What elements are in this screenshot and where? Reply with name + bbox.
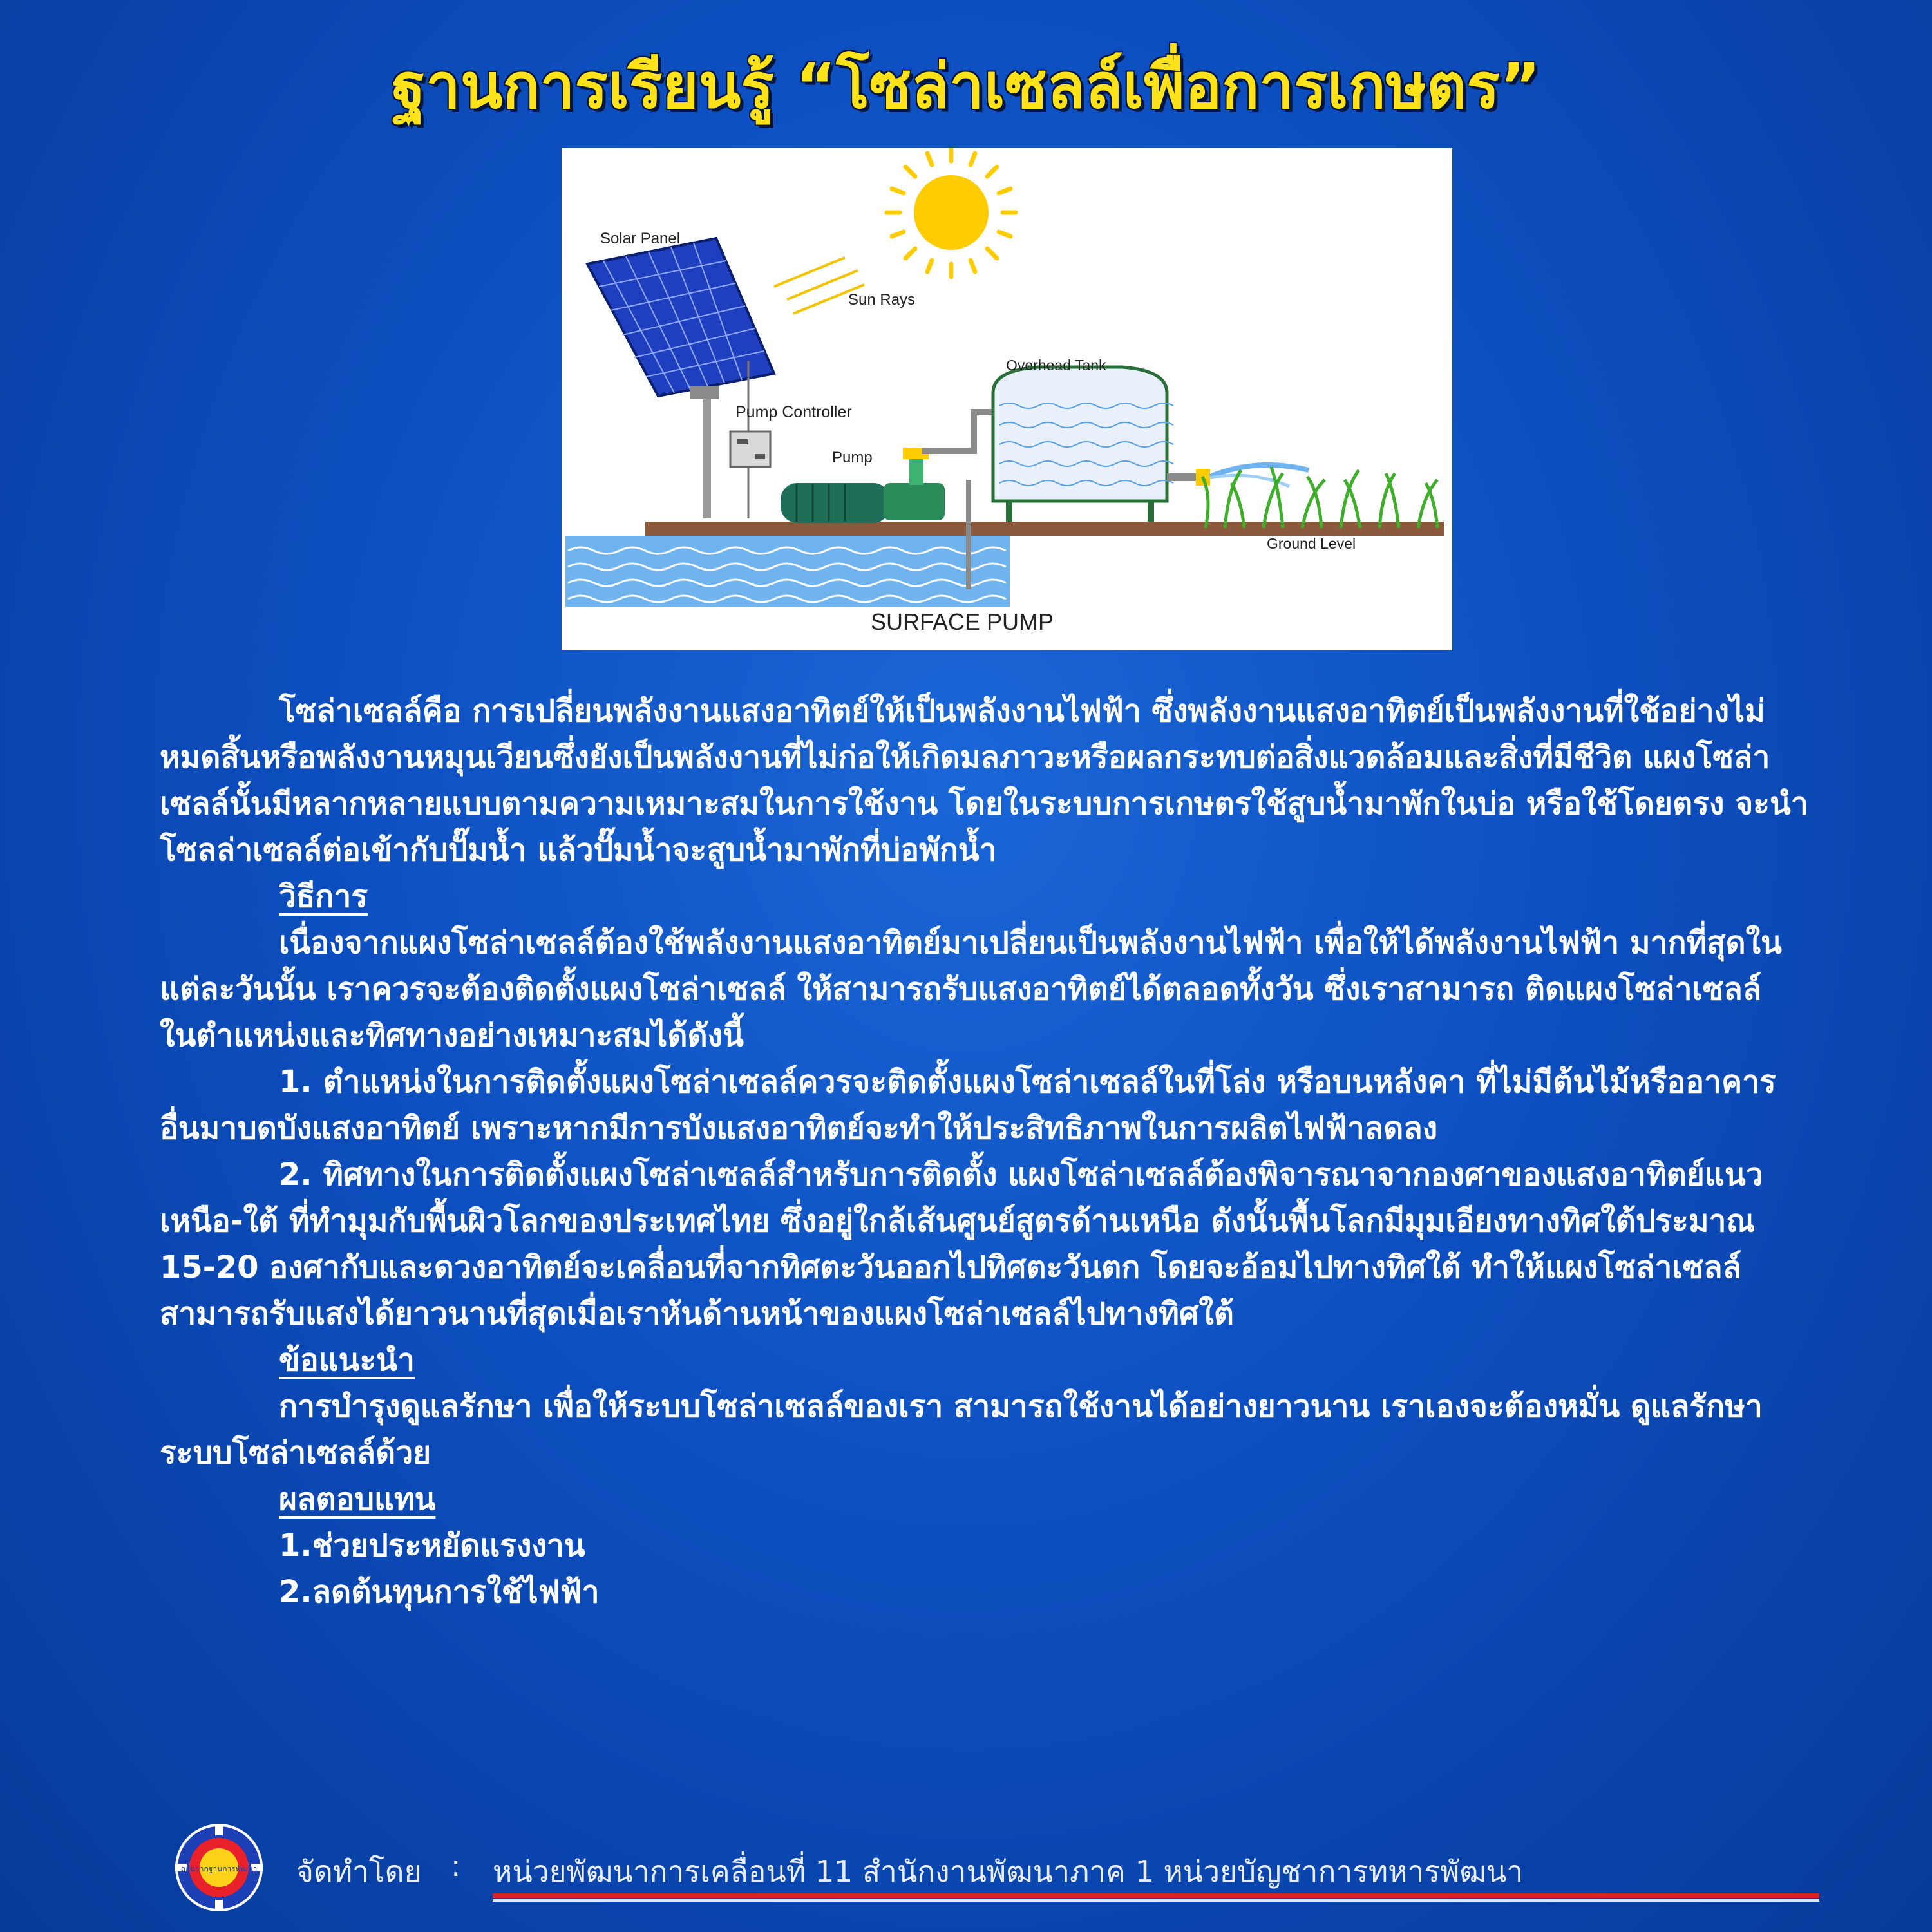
solar-panel-icon — [587, 238, 774, 518]
organization-name: หน่วยพัฒนาการเคลื่อนที่ 11 สำนักงานพัฒนาภาค 1 หน่วยบัญชาการทหารพัฒนา — [493, 1854, 1524, 1889]
benefit-item-2: 2.ลดต้นทุนการใช้ไฟฟ้า — [279, 1574, 600, 1610]
grass-icon — [1202, 465, 1437, 528]
advice-paragraph: การบำรุงดูแลรักษา เพื่อให้ระบบโซล่าเซลล์ของเรา สามารถใช้งานได้อย่างยาวนาน เราเองจะต้องหมั่น ดูแลรักษาระบบโซล่าเซลล์ด้วย — [160, 1388, 1763, 1471]
made-by-label: จัดทำโดย — [296, 1854, 422, 1889]
overhead-tank-icon — [993, 367, 1210, 522]
logo-text: ถอนรากฐานการพัฒนา — [180, 1864, 258, 1873]
label-pump-controller: Pump Controller — [735, 403, 852, 421]
surface-pump-diagram — [562, 148, 1452, 650]
pump-controller-icon — [730, 431, 770, 467]
ground-strip — [645, 522, 1444, 536]
benefit-item-1: 1.ช่วยประหยัดแรงงาน — [279, 1528, 585, 1564]
page-title: ฐานการเรียนรู้ “โซล่าเซลล์เพื่อการเกษตร” — [391, 50, 1541, 122]
unit-logo-icon — [174, 1823, 264, 1913]
benefit-heading: ผลตอบแทน — [279, 1481, 436, 1517]
label-sun-rays: Sun Rays — [848, 291, 916, 308]
diagram-caption: SURFACE PUMP — [871, 609, 1054, 635]
method-item-2: 2. ทิศทางในการติดตั้งแผงโซล่าเซลล์สำหรับการติดตั้ง แผงโซล่าเซลล์ต้องพิจารณาจากองศาของแสงอาทิตย์แนว เหนือ-ใต้ ที่ทำมุมกับพื้นผิวโลกของประเทศไทย ซึ่งอยู่ใกล้เส้นศูนย์สูตรด้านเหนือ ดังนั้นพื้นโลกมีมุมเอียงทางทิศใต้ประมาณ 15-20 องศากับและดวงอาทิตย์จะเคลื่อนที่จากทิศตะวันออกไปทิศตะวันตก โดยจะอ้อมไปทางทิศใต้ ทำให้แผงโซล่าเซลล์สามารถรับแสงได้ยาวนานที่สุดเมื่อเราหันด้านหน้าของแผงโซล่าเซลล์ไปทางทิศใต้ — [160, 1157, 1763, 1332]
label-solar-panel: Solar Panel — [600, 230, 681, 247]
advice-heading: ข้อแนะนำ — [279, 1342, 415, 1378]
method-item-1: 1. ตำแหน่งในการติดตั้งแผงโซล่าเซลล์ควรจะติดตั้งแผงโซล่าเซลล์ในที่โล่ง หรือบนหลังคา ที่ไม่มีต้นไม้หรืออาคารอื่นมาบดบังแสงอาทิตย์ เพราะหากมีการบังแสงอาทิตย์จะทำให้ประสิทธิภาพในการผลิตไฟฟ้าลดลง — [160, 1064, 1776, 1146]
intro-paragraph: โซล่าเซลล์คือ การเปลี่ยนพลังงานแสงอาทิตย์ให้เป็นพลังงานไฟฟ้า ซึ่งพลังงานแสงอาทิตย์เป็นพลังงานที่ใช้อย่างไม่หมดสิ้นหรือพลังงานหมุนเวียนซึ่งยังเป็นพลังงานที่ไม่ก่อให้เกิดมลภาวะหรือผลกระทบต่อสิ่งแวดล้อมและสิ่งที่มีชีวิต แผงโซล่าเซลล์นั้นมีหลากหลายแบบตามความเหมาะสมในการใช้งาน โดยในระบบการเกษตรใช้สูบน้ำมาพักในบ่อ หรือใช้โดยตรง จะนำโซลล่าเซลล์ต่อเข้ากับปั๊มน้ำ แล้วปั๊มน้ำจะสูบน้ำมาพักที่บ่อพักน้ำ — [160, 693, 1808, 868]
method-paragraph: เนื่องจากแผงโซล่าเซลล์ต้องใช้พลังงานแสงอาทิตย์มาเปลี่ยนเป็นพลังงานไฟฟ้า เพื่อให้ได้พลังงานไฟฟ้า มากที่สุดในแต่ละวันนั้น เราควรจะต้องติดตั้งแผงโซล่าเซลล์ ให้สามารถรับแสงอาทิตย์ได้ตลอดทั้งวัน ซึ่งเราสามารถ ติดแผงโซล่าเซลล์ ในตำแหน่งและทิศทางอย่างเหมาะสมได้ดังนี้ — [160, 925, 1782, 1054]
body-content — [160, 688, 1808, 1615]
label-pump: Pump — [832, 449, 873, 466]
label-overhead-tank: Overhead Tank — [1006, 357, 1106, 374]
made-by-colon: : — [451, 1848, 461, 1883]
method-heading: วิธีการ — [279, 878, 368, 914]
pump-icon — [781, 412, 1012, 523]
footer-underline-white — [493, 1899, 1819, 1902]
footer-underline-red — [493, 1893, 1819, 1898]
label-ground-level: Ground Level — [1267, 535, 1356, 552]
sun-icon — [887, 148, 1016, 277]
footer — [174, 1823, 1823, 1913]
